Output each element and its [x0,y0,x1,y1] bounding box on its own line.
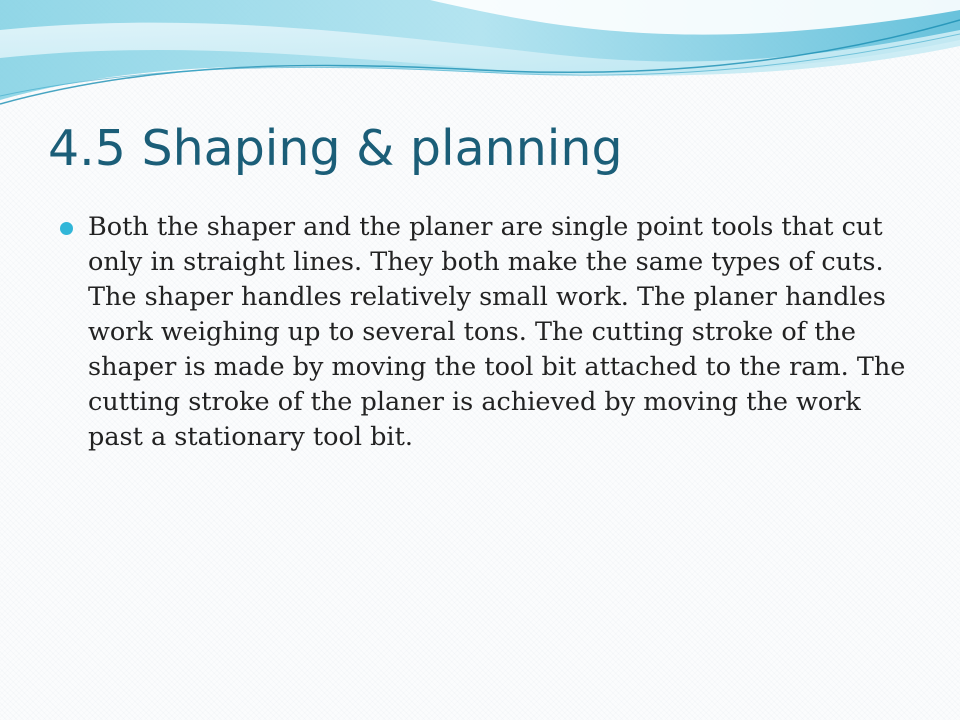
bullet-list [60,210,910,455]
slide-title: 4.5 Shaping & planning [48,120,623,177]
bullet-text: Both the shaper and the planer are single point tools that cut only in straight lines. They both make the same types of cuts. The shaper handles relatively small work. The planer handles work weighing up to several tons. The cutting stroke of the shaper is made by moving the tool bit attached to the ram. The cutting stroke of the planer is achieved by moving the work past a stationary tool bit. [88,212,906,452]
header-wave-decoration [0,0,960,110]
list-item [60,210,910,455]
bullet-dot-icon [60,222,73,235]
